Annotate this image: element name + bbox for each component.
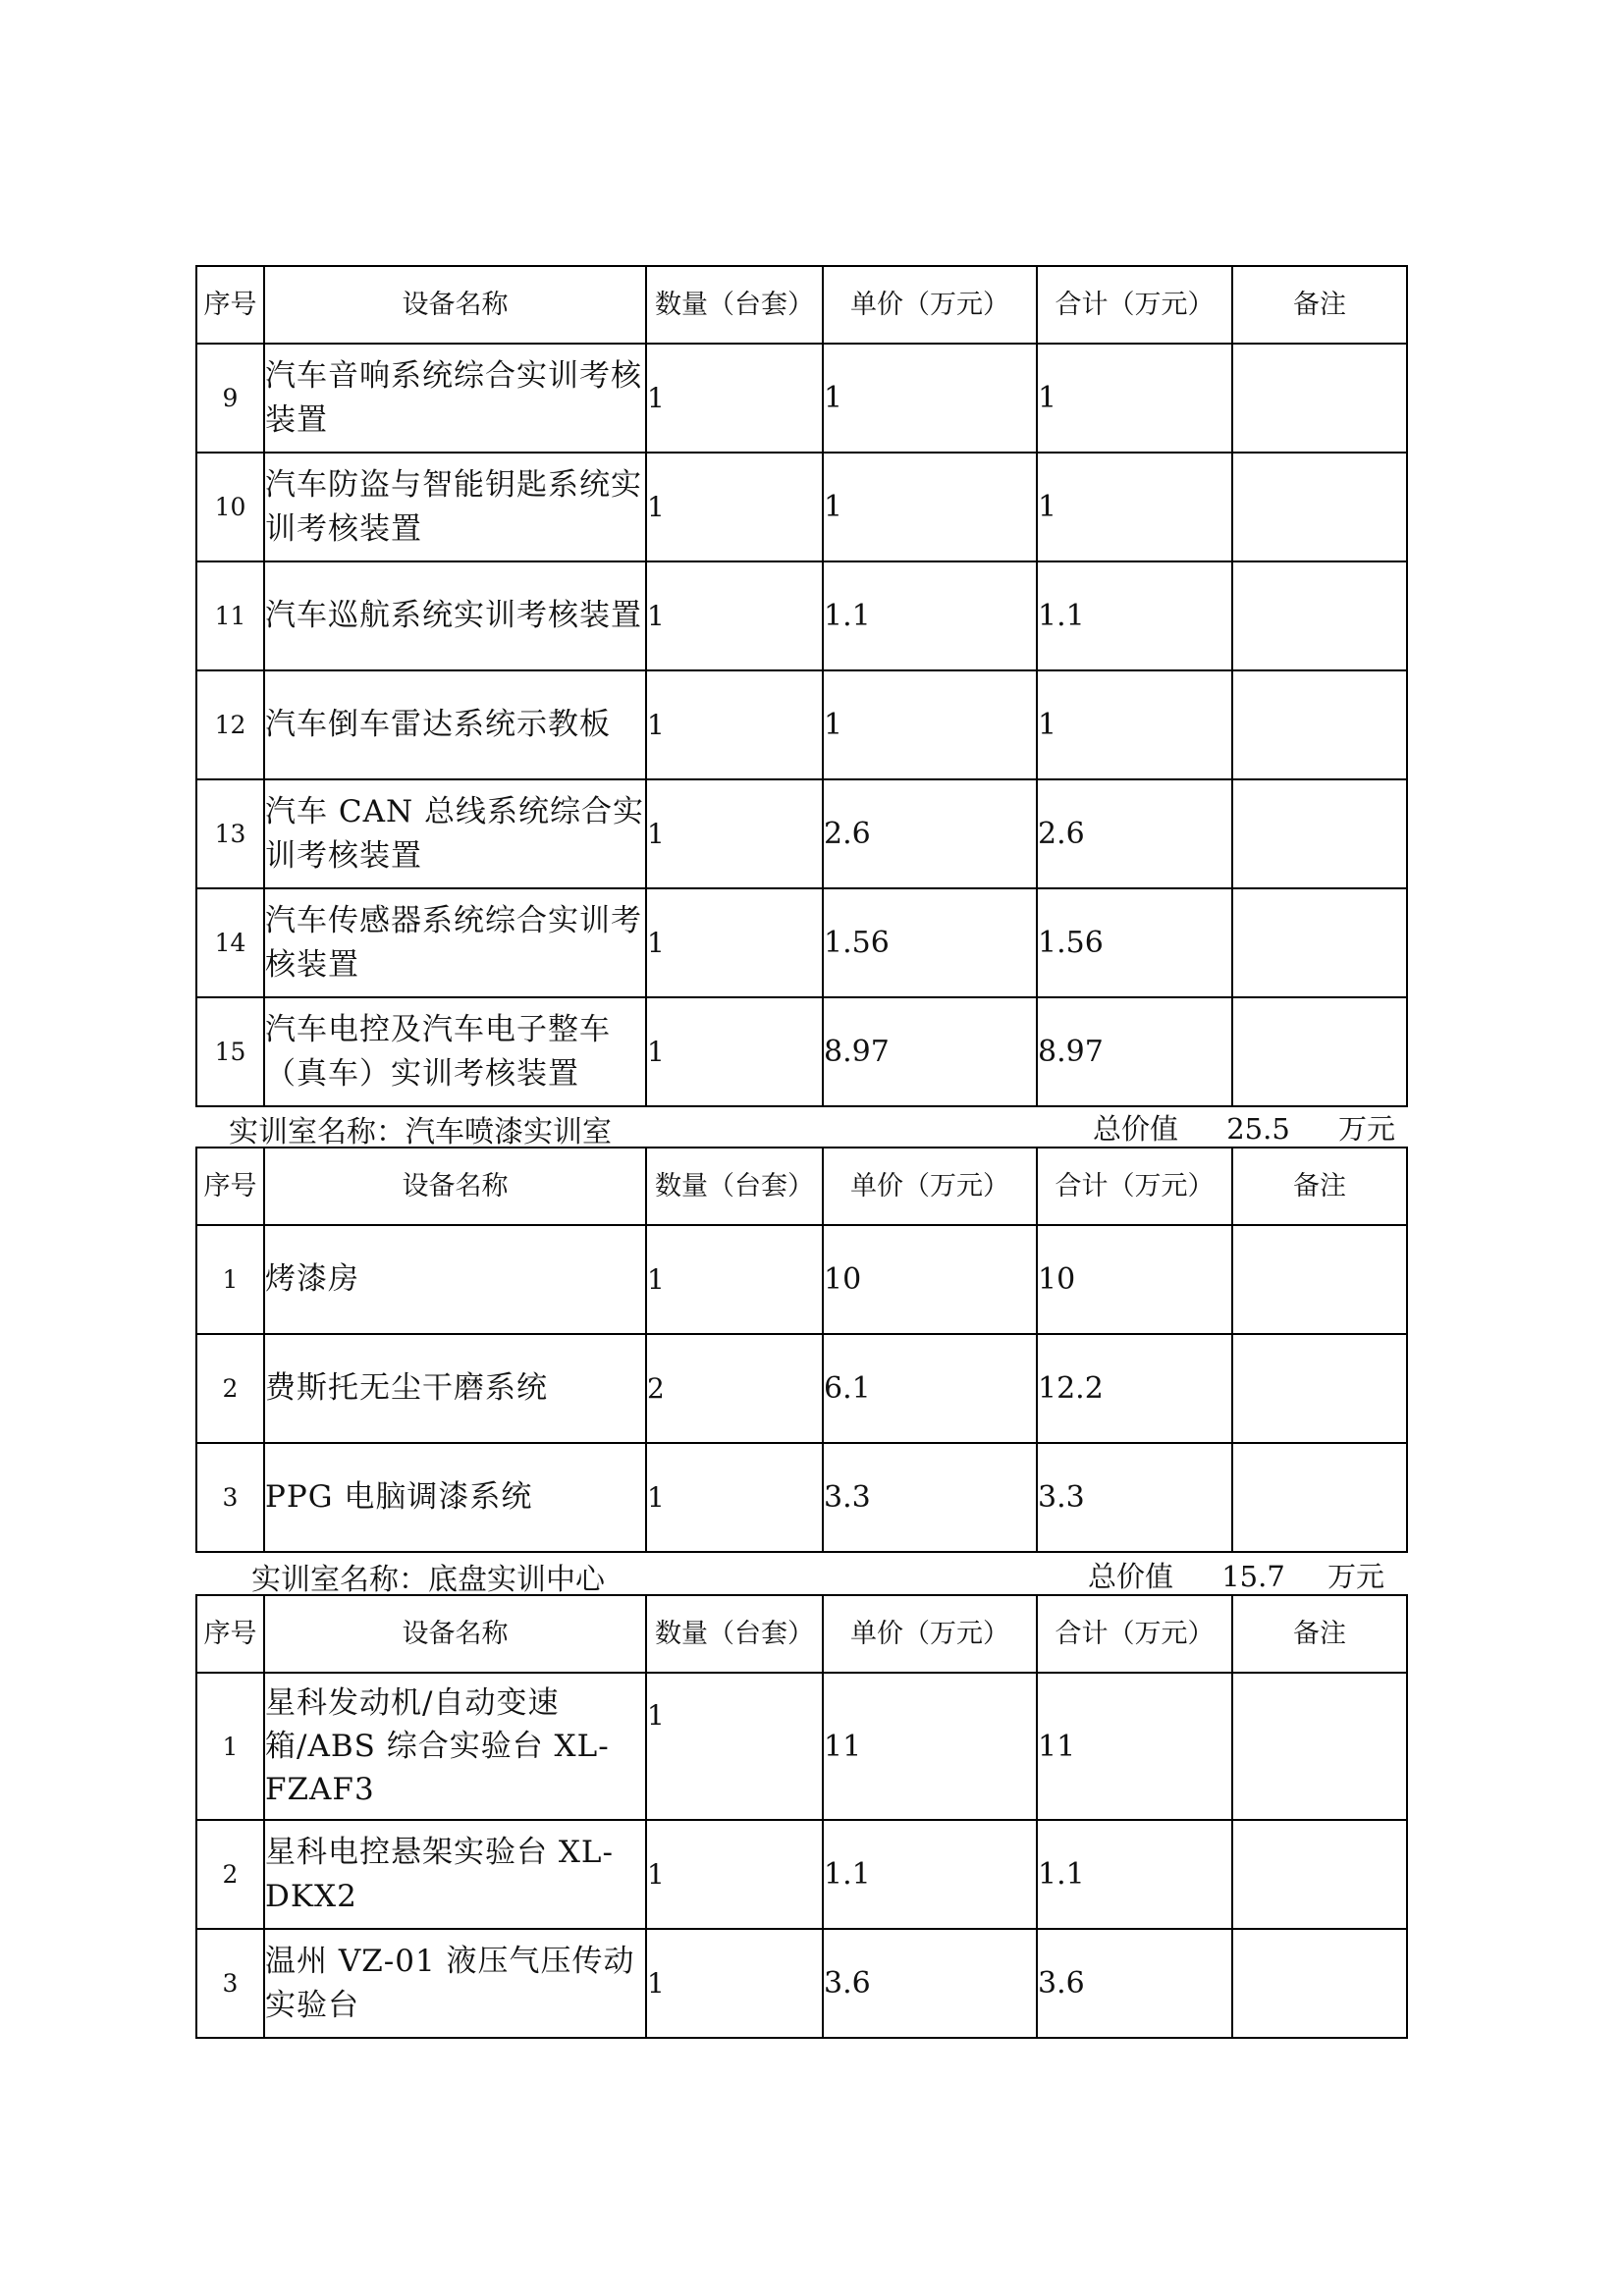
cell-unit-price: 1 [823, 670, 1037, 779]
cell-name: 温州 VZ-01 液压气压传动实验台 [264, 1929, 646, 2038]
cell-subtotal: 2.6 [1037, 779, 1232, 888]
header-subtotal: 合计（万元） [1037, 266, 1232, 344]
cell-remark [1232, 1225, 1407, 1334]
cell-qty: 1 [646, 997, 823, 1106]
header-name: 设备名称 [264, 1148, 646, 1225]
cell-no: 1 [196, 1673, 264, 1820]
cell-unit-price: 3.6 [823, 1929, 1037, 2038]
cell-no: 1 [196, 1225, 264, 1334]
cell-no: 12 [196, 670, 264, 779]
cell-unit-price: 1.1 [823, 561, 1037, 670]
table-row [196, 1820, 1407, 1929]
cell-no: 9 [196, 344, 264, 453]
cell-name: 汽车防盗与智能钥匙系统实训考核装置 [264, 453, 646, 561]
total-value: 15.7 [1221, 1560, 1285, 1593]
table-header-row [196, 1148, 1407, 1225]
cell-subtotal: 8.97 [1037, 997, 1232, 1106]
cell-unit-price: 1 [823, 453, 1037, 561]
cell-qty: 1 [646, 1225, 823, 1334]
header-no: 序号 [196, 266, 264, 344]
header-subtotal: 合计（万元） [1037, 1595, 1232, 1673]
cell-remark [1232, 561, 1407, 670]
cell-remark [1232, 888, 1407, 997]
cell-qty: 1 [646, 453, 823, 561]
cell-unit-price: 2.6 [823, 779, 1037, 888]
cell-no: 11 [196, 561, 264, 670]
total-unit: 万元 [1338, 1112, 1396, 1146]
cell-name: 汽车 CAN 总线系统综合实训考核装置 [264, 779, 646, 888]
header-unit-price: 单价（万元） [823, 266, 1037, 344]
cell-remark [1232, 779, 1407, 888]
cell-subtotal: 10 [1037, 1225, 1232, 1334]
cell-unit-price: 3.3 [823, 1443, 1037, 1552]
equipment-table-3 [195, 1594, 1408, 2039]
table-row [196, 344, 1407, 453]
table-header-row [196, 266, 1407, 344]
cell-no: 3 [196, 1443, 264, 1552]
cell-qty: 1 [646, 344, 823, 453]
table-row [196, 779, 1407, 888]
room-name-label: 实训室名称：底盘实训中心 [251, 1563, 605, 1597]
total-value-line [1088, 1555, 1384, 1595]
cell-subtotal: 3.6 [1037, 1929, 1232, 2038]
cell-name: 汽车倒车雷达系统示教板 [264, 670, 646, 779]
cell-subtotal: 3.3 [1037, 1443, 1232, 1552]
room-name-label: 实训室名称：汽车喷漆实训室 [229, 1115, 612, 1149]
total-label: 总价值 [1093, 1112, 1179, 1146]
header-remark: 备注 [1232, 266, 1407, 344]
table-row [196, 453, 1407, 561]
header-unit-price: 单价（万元） [823, 1595, 1037, 1673]
header-qty: 数量（台套） [646, 266, 823, 344]
header-qty: 数量（台套） [646, 1148, 823, 1225]
cell-no: 3 [196, 1929, 264, 2038]
cell-no: 15 [196, 997, 264, 1106]
cell-subtotal: 1.1 [1037, 561, 1232, 670]
cell-name: 汽车传感器系统综合实训考核装置 [264, 888, 646, 997]
table-row [196, 1929, 1407, 2038]
cell-no: 2 [196, 1820, 264, 1929]
cell-remark [1232, 344, 1407, 453]
table-row [196, 670, 1407, 779]
total-value: 25.5 [1226, 1112, 1290, 1146]
total-unit: 万元 [1327, 1560, 1385, 1593]
table-header-row [196, 1595, 1407, 1673]
cell-qty: 1 [646, 561, 823, 670]
header-no: 序号 [196, 1595, 264, 1673]
cell-no: 14 [196, 888, 264, 997]
cell-qty: 1 [646, 670, 823, 779]
header-unit-price: 单价（万元） [823, 1148, 1037, 1225]
cell-no: 2 [196, 1334, 264, 1443]
cell-unit-price: 11 [823, 1673, 1037, 1820]
cell-unit-price: 10 [823, 1225, 1037, 1334]
cell-qty: 1 [646, 1443, 823, 1552]
table-row [196, 997, 1407, 1106]
cell-name: 星科电控悬架实验台 XL-DKX2 [264, 1820, 646, 1929]
header-subtotal: 合计（万元） [1037, 1148, 1232, 1225]
cell-subtotal: 1 [1037, 453, 1232, 561]
cell-qty: 1 [646, 1673, 823, 1820]
cell-subtotal: 1 [1037, 670, 1232, 779]
cell-subtotal: 1.56 [1037, 888, 1232, 997]
cell-qty: 1 [646, 1820, 823, 1929]
cell-remark [1232, 997, 1407, 1106]
header-remark: 备注 [1232, 1595, 1407, 1673]
cell-no: 10 [196, 453, 264, 561]
header-no: 序号 [196, 1148, 264, 1225]
cell-remark [1232, 670, 1407, 779]
cell-name: 汽车巡航系统实训考核装置 [264, 561, 646, 670]
cell-name: 费斯托无尘干磨系统 [264, 1334, 646, 1443]
table-row [196, 561, 1407, 670]
table-row [196, 1673, 1407, 1820]
cell-qty: 1 [646, 888, 823, 997]
cell-qty: 2 [646, 1334, 823, 1443]
header-qty: 数量（台套） [646, 1595, 823, 1673]
cell-name: 汽车音响系统综合实训考核装置 [264, 344, 646, 453]
cell-remark [1232, 1673, 1407, 1820]
cell-unit-price: 1.1 [823, 1820, 1037, 1929]
cell-unit-price: 1.56 [823, 888, 1037, 997]
cell-subtotal: 12.2 [1037, 1334, 1232, 1443]
table-row [196, 1225, 1407, 1334]
cell-remark [1232, 1820, 1407, 1929]
table-row [196, 1443, 1407, 1552]
cell-qty: 1 [646, 1929, 823, 2038]
cell-unit-price: 1 [823, 344, 1037, 453]
cell-name: PPG 电脑调漆系统 [264, 1443, 646, 1552]
cell-remark [1232, 1443, 1407, 1552]
cell-subtotal: 11 [1037, 1673, 1232, 1820]
equipment-table-1 [195, 265, 1408, 1107]
cell-remark [1232, 1929, 1407, 2038]
cell-qty: 1 [646, 779, 823, 888]
table-row [196, 888, 1407, 997]
total-value-line [1093, 1107, 1395, 1148]
cell-name: 汽车电控及汽车电子整车（真车）实训考核装置 [264, 997, 646, 1106]
header-name: 设备名称 [264, 266, 646, 344]
equipment-table-2 [195, 1147, 1408, 1553]
cell-remark [1232, 453, 1407, 561]
cell-subtotal: 1 [1037, 344, 1232, 453]
total-label: 总价值 [1088, 1560, 1174, 1593]
table-row [196, 1334, 1407, 1443]
cell-name: 星科发动机/自动变速箱/ABS 综合实验台 XL-FZAF3 [264, 1673, 646, 1820]
cell-no: 13 [196, 779, 264, 888]
cell-unit-price: 6.1 [823, 1334, 1037, 1443]
cell-remark [1232, 1334, 1407, 1443]
cell-subtotal: 1.1 [1037, 1820, 1232, 1929]
header-name: 设备名称 [264, 1595, 646, 1673]
cell-unit-price: 8.97 [823, 997, 1037, 1106]
header-remark: 备注 [1232, 1148, 1407, 1225]
cell-name: 烤漆房 [264, 1225, 646, 1334]
